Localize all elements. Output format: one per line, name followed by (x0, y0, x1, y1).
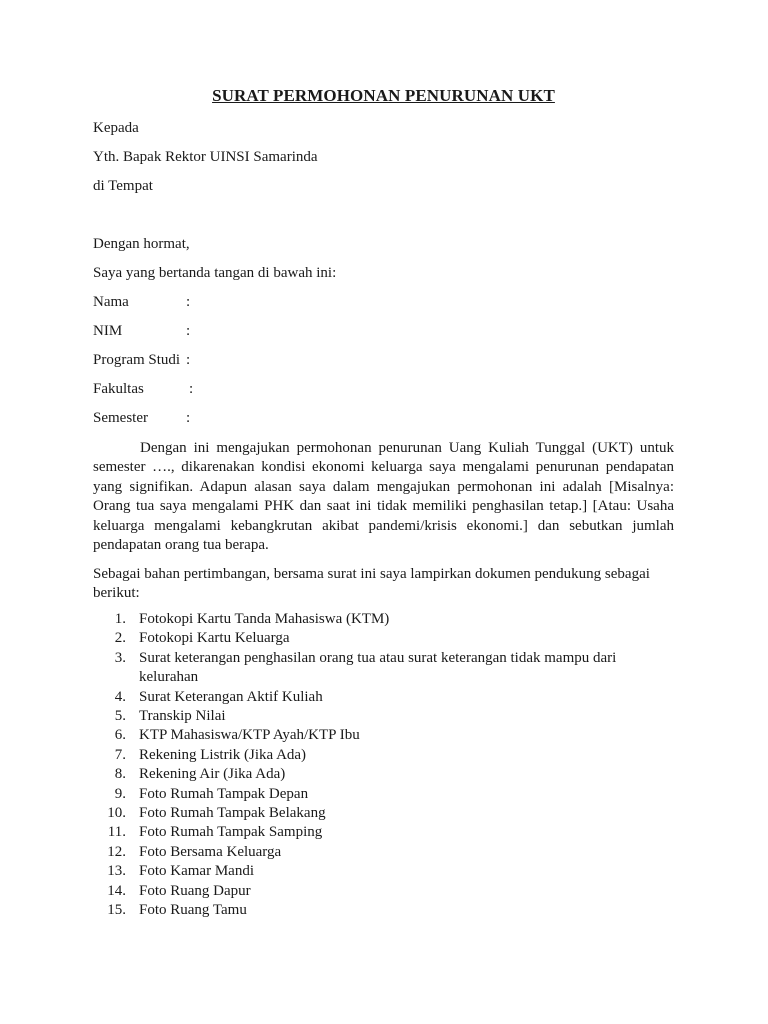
list-text: Fotokopi Kartu Tanda Mahasiswa (KTM) (139, 611, 390, 627)
field-colon: : (186, 323, 191, 339)
greeting: Dengan hormat, (93, 236, 190, 252)
intro-line: Saya yang bertanda tangan di bawah ini: (93, 265, 337, 281)
body-paragraph: Dengan ini mengajukan permohonan penurunan Uang Kuliah Tunggal (UKT) untuk semester …., dikarenakan kondisi ekonomi keluarga saya mengalami penurunan pendapatan yang signifikan. Adapun alasan saya dalam mengajukan permohonan ini adalah [Misalnya: Orang tua saya mengalami PHK dan saat ini tidak memiliki penghasilan tetap.] [Atau: Usaha keluarga mengalami kebangkrutan akibat pandemi/krisis ekonomi.] dan sebutkan jumlah pendapatan orang tua berapa. (93, 440, 674, 554)
list-number: 6. (114, 727, 126, 744)
attachment-intro: Sebagai bahan pertimbangan, bersama surat ini saya lampirkan dokumen pendukung sebagai berikut: (93, 566, 650, 602)
list-text: Surat Keterangan Aktif Kuliah (139, 688, 323, 705)
list-number: 12. (107, 843, 126, 860)
list-item (93, 629, 674, 648)
field-program-studi (93, 352, 191, 369)
list-item (93, 862, 674, 881)
field-colon: : (189, 381, 194, 397)
list-item (93, 882, 674, 901)
list-item (93, 610, 674, 629)
list-item (93, 688, 674, 707)
field-label: Program Studi (93, 352, 181, 368)
field-colon: : (186, 352, 191, 368)
list-number: 5. (114, 708, 126, 725)
list-text: Foto Rumah Tampak Belakang (139, 805, 326, 822)
list-number: 1. (114, 611, 126, 627)
field-label: Fakultas (93, 381, 144, 397)
list-number: 10. (107, 805, 126, 822)
list-text: Foto Bersama Keluarga (139, 843, 282, 860)
list-number: 2. (114, 630, 126, 647)
list-text: Foto Rumah Tampak Depan (139, 785, 309, 802)
list-text: Foto Ruang Dapur (139, 882, 251, 899)
list-item (93, 765, 674, 784)
list-text: Foto Kamar Mandi (139, 863, 254, 880)
supporting-documents-list (93, 610, 674, 921)
list-number: 11. (107, 824, 126, 841)
field-semester (93, 410, 191, 427)
field-label: Semester (93, 410, 148, 426)
list-text: Rekening Listrik (Jika Ada) (139, 746, 307, 763)
field-label: Nama (93, 294, 129, 310)
list-number: 7. (114, 746, 126, 763)
list-number: 9. (114, 785, 126, 802)
list-number: 15. (107, 902, 126, 919)
list-text: Transkip Nilai (139, 708, 226, 725)
list-text: Rekening Air (Jika Ada) (139, 766, 286, 783)
field-nama (93, 294, 191, 311)
recipient-line-tempat: di Tempat (93, 178, 153, 194)
list-item (93, 785, 674, 804)
field-nim (93, 323, 191, 340)
recipient-line-rektor: Yth. Bapak Rektor UINSI Samarinda (93, 149, 318, 165)
list-item (93, 823, 674, 842)
list-text: Foto Rumah Tampak Samping (139, 824, 323, 841)
list-item (93, 804, 674, 823)
list-number: 14. (107, 882, 126, 899)
list-text: Surat keterangan penghasilan orang tua atau surat keterangan tidak mampu dari kelurahan (139, 649, 617, 686)
list-number: 3. (114, 649, 126, 666)
list-number: 8. (114, 766, 126, 783)
list-number: 4. (114, 688, 126, 705)
list-text: KTP Mahasiswa/KTP Ayah/KTP Ibu (139, 727, 360, 744)
field-colon: : (186, 294, 191, 310)
list-item (93, 726, 674, 745)
letter-title: SURAT PERMOHONAN PENURUNAN UKT (212, 86, 555, 105)
recipient-line-kepada: Kepada (93, 120, 139, 136)
list-item (93, 707, 674, 726)
list-item (93, 843, 674, 862)
field-colon: : (186, 410, 191, 426)
list-item (93, 746, 674, 765)
list-text: Fotokopi Kartu Keluarga (139, 630, 290, 647)
list-text: Foto Ruang Tamu (139, 902, 247, 919)
field-label: NIM (93, 323, 123, 339)
list-item (93, 649, 674, 688)
field-fakultas (93, 381, 194, 398)
list-item (93, 901, 674, 920)
list-number: 13. (107, 863, 126, 880)
